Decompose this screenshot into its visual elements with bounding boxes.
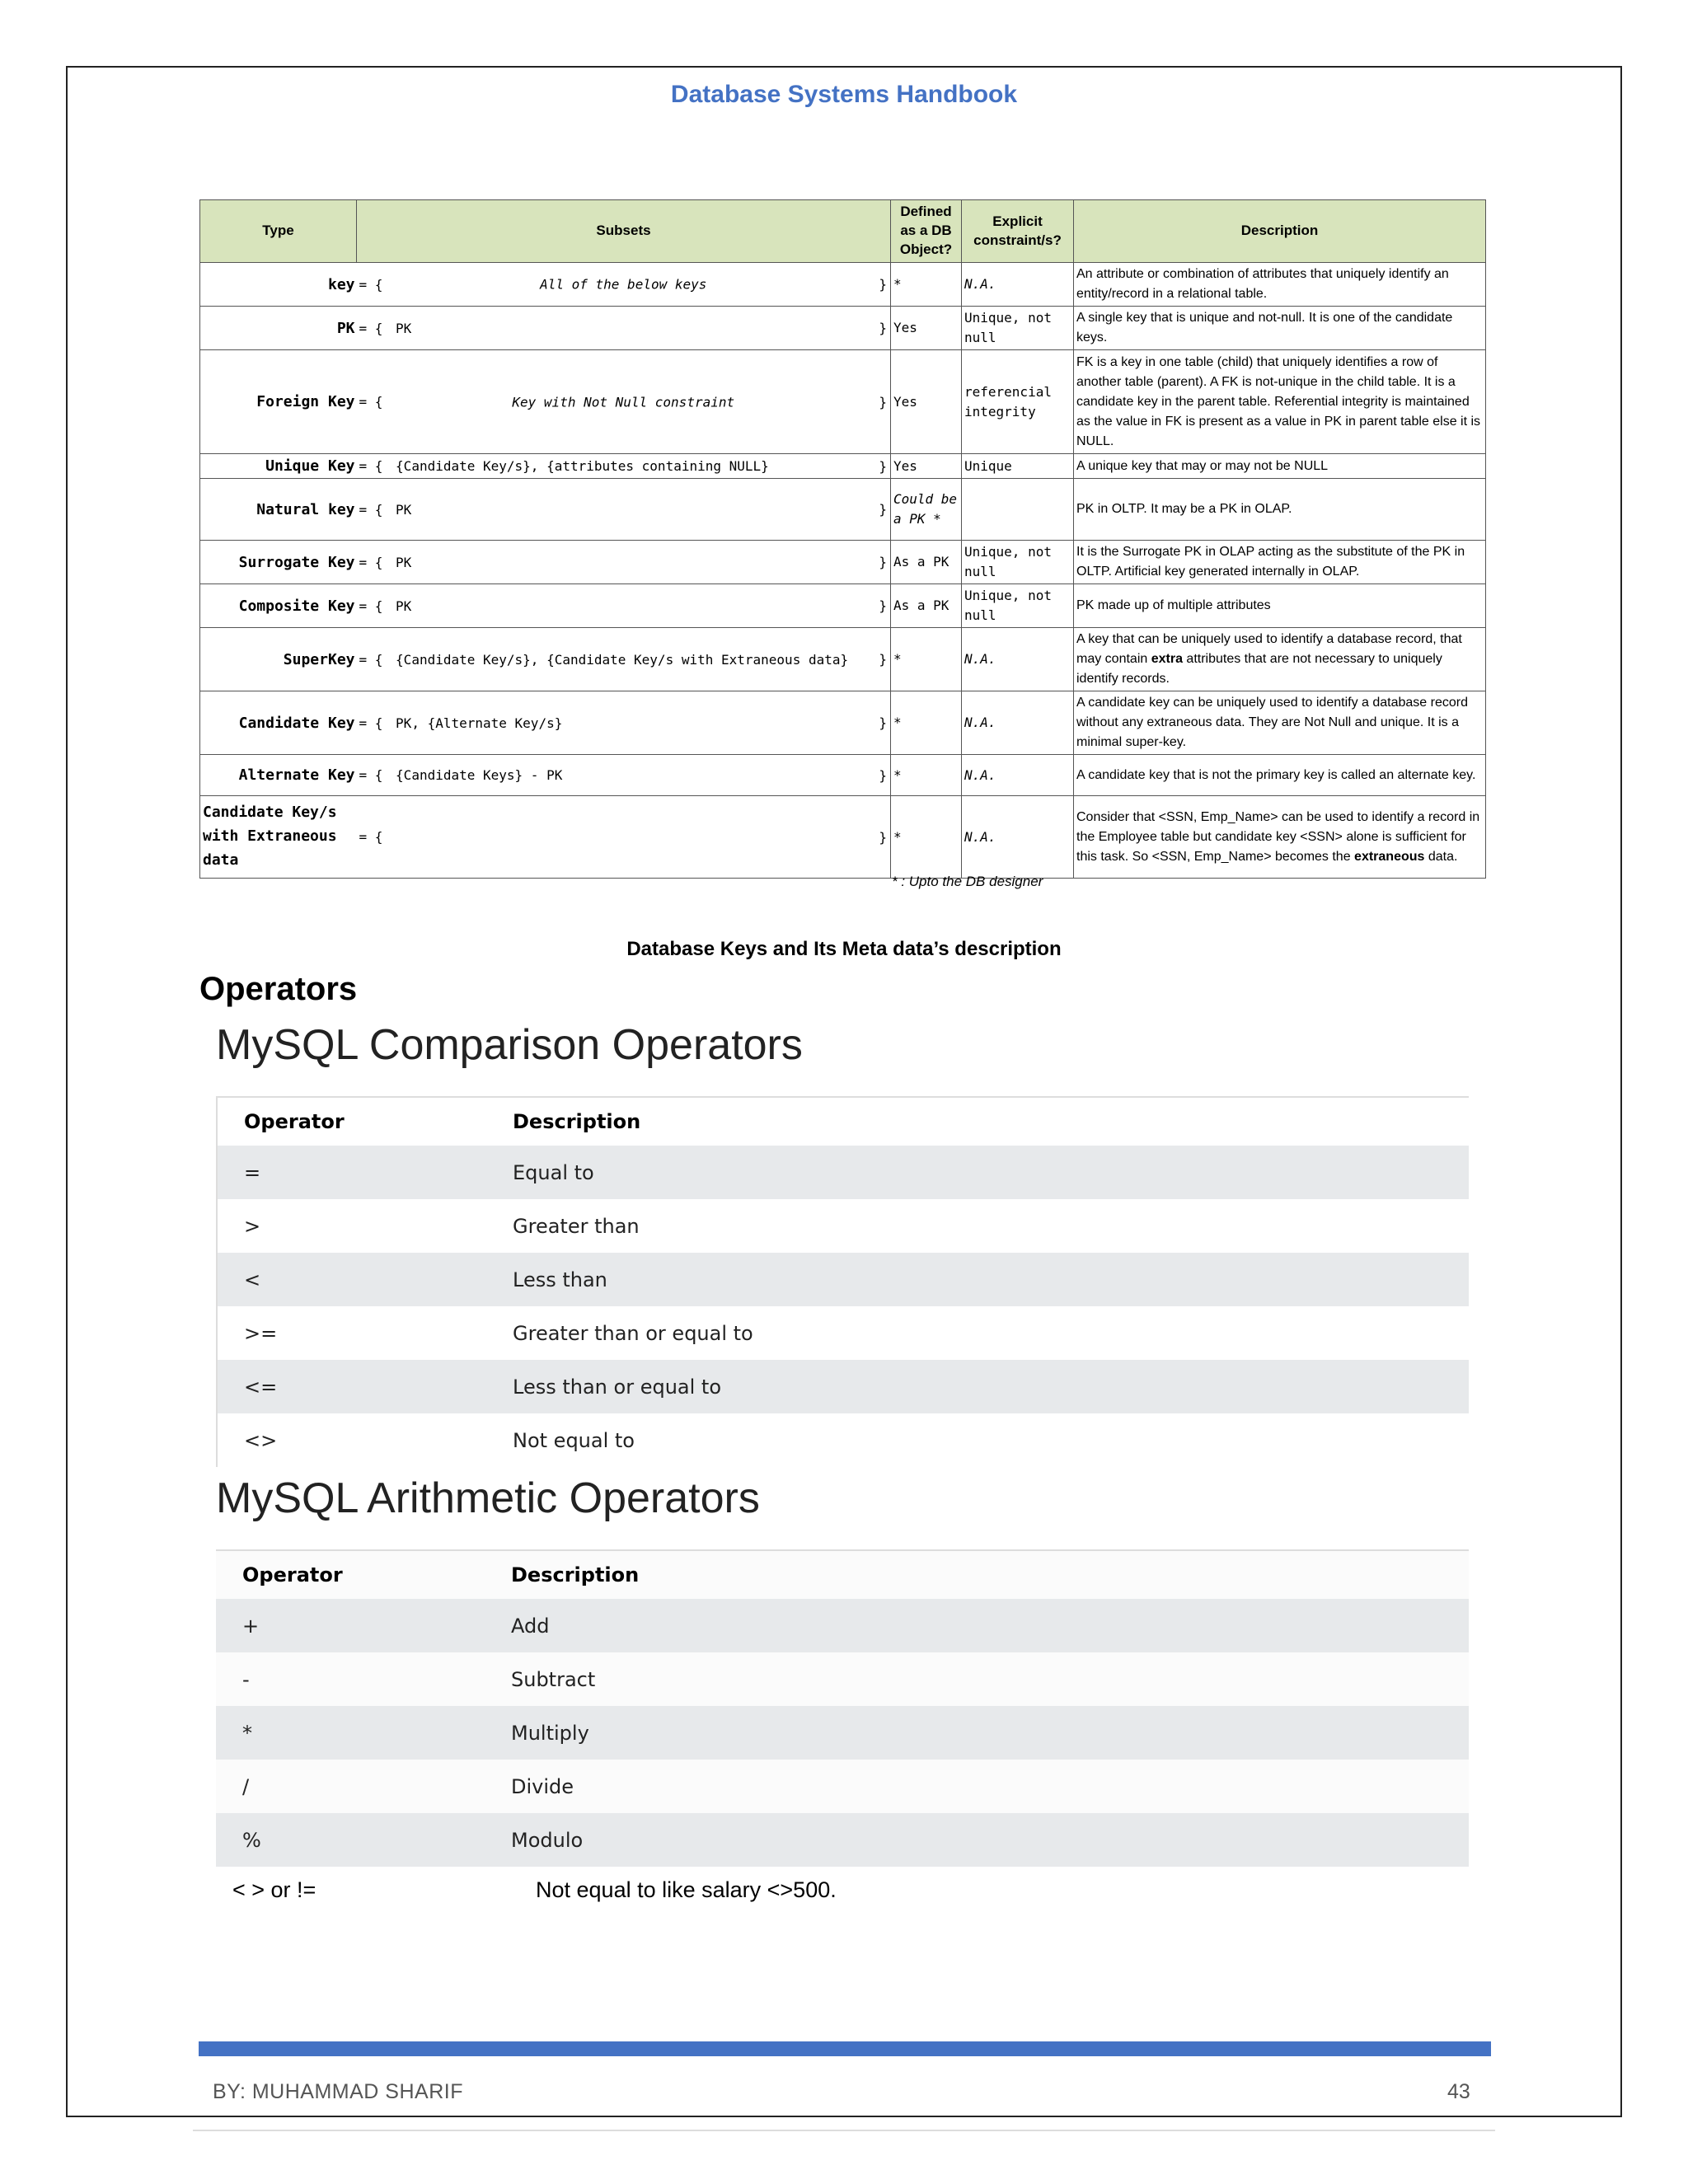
- open-brace: = {: [359, 501, 383, 518]
- operator-cell: >=: [244, 1321, 278, 1345]
- arithmetic-operators-title: MySQL Arithmetic Operators: [216, 1474, 760, 1522]
- close-brace: }: [879, 320, 887, 336]
- table-row: [200, 263, 1486, 307]
- open-brace: = {: [359, 715, 383, 731]
- description-cell: A candidate key that is not the primary key is called an alternate key.: [1074, 755, 1486, 796]
- operator-cell: /: [242, 1774, 250, 1798]
- footer-accent-bar: [199, 2041, 1491, 2056]
- page-number: 43: [1447, 2080, 1470, 2103]
- description-cell: FK is a key in one table (child) that uniquely identifies a row of another table (parent). A FK is not-unique in the child table. It is a candidate key in the parent table. Referential integrity is maintained as the value in FK is present as a value in PK in parent table else it is NULL.: [1074, 350, 1486, 454]
- key-type: Candidate Key: [200, 691, 357, 755]
- defined-cell: *: [891, 628, 962, 691]
- explicit-cell: referencial integrity: [962, 350, 1074, 454]
- subset-text: PK: [396, 320, 412, 336]
- table-row: [200, 584, 1486, 628]
- table-row: [200, 796, 1486, 879]
- operator-cell: %: [216, 1813, 510, 1867]
- explicit-cell: Unique, not null: [962, 307, 1074, 350]
- defined-cell: *: [891, 691, 962, 755]
- table-row: [200, 479, 1486, 541]
- col-description: Description: [512, 1097, 1469, 1146]
- col-operator: Operator: [217, 1097, 512, 1146]
- col-description: Description: [510, 1550, 1469, 1599]
- table-row: [216, 1813, 1469, 1867]
- close-brace: }: [879, 715, 887, 731]
- operator-cell: =: [217, 1146, 512, 1199]
- defined-cell: *: [891, 796, 962, 879]
- description-text: A key that can be uniquely used to identify a database record, that may contain: [1076, 632, 1462, 666]
- open-brace: = {: [359, 829, 383, 845]
- operator-cell: <: [217, 1253, 512, 1306]
- defined-cell: Yes: [891, 350, 962, 454]
- operator-cell: -: [242, 1667, 250, 1691]
- open-brace: = {: [359, 458, 383, 474]
- description-text: data.: [1424, 849, 1458, 864]
- description-emphasis: extra: [1151, 652, 1183, 666]
- subset-text: PK: [396, 501, 412, 518]
- key-subset: [357, 541, 891, 584]
- key-type: Unique Key: [200, 454, 357, 479]
- table-row: [217, 1413, 1469, 1467]
- operator-description: Not equal to: [513, 1428, 635, 1452]
- explicit-cell: Unique: [962, 454, 1074, 479]
- key-subset: [357, 350, 891, 454]
- subset-text: PK, {Alternate Key/s}: [396, 715, 563, 731]
- table-caption: Database Keys and Its Meta data’s description: [626, 938, 1062, 960]
- operator-description: Divide: [511, 1774, 574, 1798]
- close-brace: }: [879, 458, 887, 474]
- table-row: [200, 691, 1486, 755]
- key-subset: [357, 796, 891, 879]
- operator-description: Less than: [512, 1253, 1469, 1306]
- key-subset: [357, 307, 891, 350]
- open-brace: = {: [359, 767, 383, 783]
- comparison-operators-table: [216, 1096, 1469, 1467]
- table-row: [217, 1360, 1469, 1413]
- page-header-title: Database Systems Handbook: [670, 81, 1018, 108]
- key-type: PK: [200, 307, 357, 350]
- table-row: [200, 350, 1486, 454]
- header-type: Type: [200, 200, 357, 263]
- subset-text: Key with Not Null constraint: [512, 394, 735, 410]
- open-brace: = {: [359, 276, 383, 293]
- explicit-cell: N.A.: [962, 691, 1074, 755]
- subset-text: {Candidate Keys} - PK: [396, 767, 563, 783]
- footer-divider: [193, 2130, 1495, 2131]
- defined-cell: As a PK: [891, 541, 962, 584]
- explicit-cell: N.A.: [962, 263, 1074, 307]
- explicit-cell: N.A.: [962, 755, 1074, 796]
- subset-text: PK: [396, 554, 412, 570]
- header-subsets: Subsets: [357, 200, 891, 263]
- defined-cell: Yes: [891, 307, 962, 350]
- defined-cell: As a PK: [891, 584, 962, 628]
- header-defined: Defined as a DB Object?: [891, 200, 962, 263]
- operator-cell: *: [216, 1706, 510, 1760]
- subset-text: All of the below keys: [540, 276, 707, 293]
- key-subset: [357, 584, 891, 628]
- table-row: [217, 1199, 1469, 1253]
- operator-description: Add: [510, 1599, 1469, 1652]
- defined-cell: *: [891, 755, 962, 796]
- close-brace: }: [879, 651, 887, 668]
- key-subset: [357, 691, 891, 755]
- database-keys-table: [199, 199, 1486, 879]
- table-row: [217, 1306, 1469, 1360]
- explicit-cell: Unique, not null: [962, 541, 1074, 584]
- key-type: Natural key: [200, 479, 357, 541]
- description-emphasis: extraneous: [1354, 849, 1425, 864]
- table-row: [200, 755, 1486, 796]
- description-cell: A single key that is unique and not-null. It is one of the candidate keys.: [1074, 307, 1486, 350]
- table-row: [216, 1760, 1469, 1813]
- description-cell: A unique key that may or may not be NULL: [1074, 454, 1486, 479]
- operator-description: Modulo: [510, 1813, 1469, 1867]
- close-brace: }: [879, 276, 887, 293]
- key-type: Alternate Key: [200, 755, 357, 796]
- close-brace: }: [879, 554, 887, 570]
- table-header-row: [216, 1550, 1469, 1599]
- description-cell: A candidate key can be uniquely used to identify a database record without any extraneous data. They are Not Null and unique. It is a minimal super-key.: [1074, 691, 1486, 755]
- operator-cell: <=: [217, 1360, 512, 1413]
- explicit-cell: N.A.: [962, 628, 1074, 691]
- arithmetic-operators-table: [216, 1549, 1469, 1867]
- operator-cell: +: [216, 1599, 510, 1652]
- description-cell: An attribute or combination of attributes that uniquely identify an entity/record in a relational table.: [1074, 263, 1486, 307]
- table-row: [200, 541, 1486, 584]
- table-row: [216, 1652, 1469, 1706]
- key-type: Composite Key: [200, 584, 357, 628]
- defined-cell: Could be a PK *: [891, 479, 962, 541]
- table-row: [200, 307, 1486, 350]
- table-row: [216, 1599, 1469, 1652]
- explicit-cell: Unique, not null: [962, 584, 1074, 628]
- close-brace: }: [879, 394, 887, 410]
- open-brace: = {: [359, 320, 383, 336]
- table-header-row: [217, 1097, 1469, 1146]
- description-cell: It is the Surrogate PK in OLAP acting as the substitute of the PK in OLTP. Artificial key generated internally in OLAP.: [1074, 541, 1486, 584]
- extra-operator: < > or !=: [232, 1877, 316, 1902]
- operator-description: Less than or equal to: [512, 1360, 1469, 1413]
- close-brace: }: [879, 829, 887, 845]
- description-cell: PK made up of multiple attributes: [1074, 584, 1486, 628]
- description-cell: PK in OLTP. It may be a PK in OLAP.: [1074, 479, 1486, 541]
- explicit-cell: [962, 479, 1074, 541]
- description-cell: [1074, 796, 1486, 879]
- key-type: Surrogate Key: [200, 541, 357, 584]
- subset-text: {Candidate Key/s}, {Candidate Key/s with Extraneous data}: [396, 651, 849, 668]
- operator-description: Subtract: [511, 1667, 596, 1691]
- table-row: [217, 1253, 1469, 1306]
- key-subset: [357, 628, 891, 691]
- open-brace: = {: [359, 554, 383, 570]
- section-heading: Operators: [199, 971, 358, 1007]
- operator-description: Equal to: [512, 1146, 1469, 1199]
- keys-table-header-row: [200, 200, 1486, 263]
- table-row: [200, 454, 1486, 479]
- open-brace: = {: [359, 651, 383, 668]
- key-subset: [357, 263, 891, 307]
- key-type: Foreign Key: [200, 350, 357, 454]
- open-brace: = {: [359, 598, 383, 614]
- description-text: attributes that are not necessary to uniquely identify records.: [1076, 652, 1442, 686]
- header-explicit: Explicit constraint/s?: [962, 200, 1074, 263]
- operator-cell: <>: [244, 1428, 278, 1452]
- key-subset: [357, 479, 891, 541]
- key-type: Candidate Key/s with Extraneous data: [200, 796, 357, 879]
- close-brace: }: [879, 767, 887, 783]
- operator-description: Greater than: [513, 1214, 640, 1238]
- col-operator: Operator: [216, 1550, 510, 1599]
- close-brace: }: [879, 501, 887, 518]
- subset-text: {Candidate Key/s}, {attributes containing NULL}: [396, 458, 769, 474]
- defined-cell: *: [891, 263, 962, 307]
- footer-author: BY: MUHAMMAD SHARIF: [213, 2080, 463, 2103]
- operator-description: Multiply: [510, 1706, 1469, 1760]
- comparison-operators-title: MySQL Comparison Operators: [216, 1021, 803, 1069]
- table-row: [200, 628, 1486, 691]
- subset-text: PK: [396, 598, 412, 614]
- close-brace: }: [879, 598, 887, 614]
- key-subset: [357, 755, 891, 796]
- table-footnote: * : Upto the DB designer: [892, 874, 1043, 889]
- key-subset: [357, 454, 891, 479]
- explicit-cell: N.A.: [962, 796, 1074, 879]
- operator-cell: >: [244, 1214, 261, 1238]
- header-description: Description: [1074, 200, 1486, 263]
- operator-description: Greater than or equal to: [513, 1321, 753, 1345]
- key-type: key: [200, 263, 357, 307]
- table-row: [216, 1706, 1469, 1760]
- key-type: SuperKey: [200, 628, 357, 691]
- extra-operator-description: Not equal to like salary <>500.: [536, 1877, 837, 1902]
- description-cell: [1074, 628, 1486, 691]
- defined-cell: Yes: [891, 454, 962, 479]
- table-row: [217, 1146, 1469, 1199]
- open-brace: = {: [359, 394, 383, 410]
- description-text: Consider that <SSN, Emp_Name> can be used to identify a record in the Employee table but candidate key <SSN> alone is sufficient for this task. So <SSN, Emp_Name> becomes the: [1076, 809, 1480, 864]
